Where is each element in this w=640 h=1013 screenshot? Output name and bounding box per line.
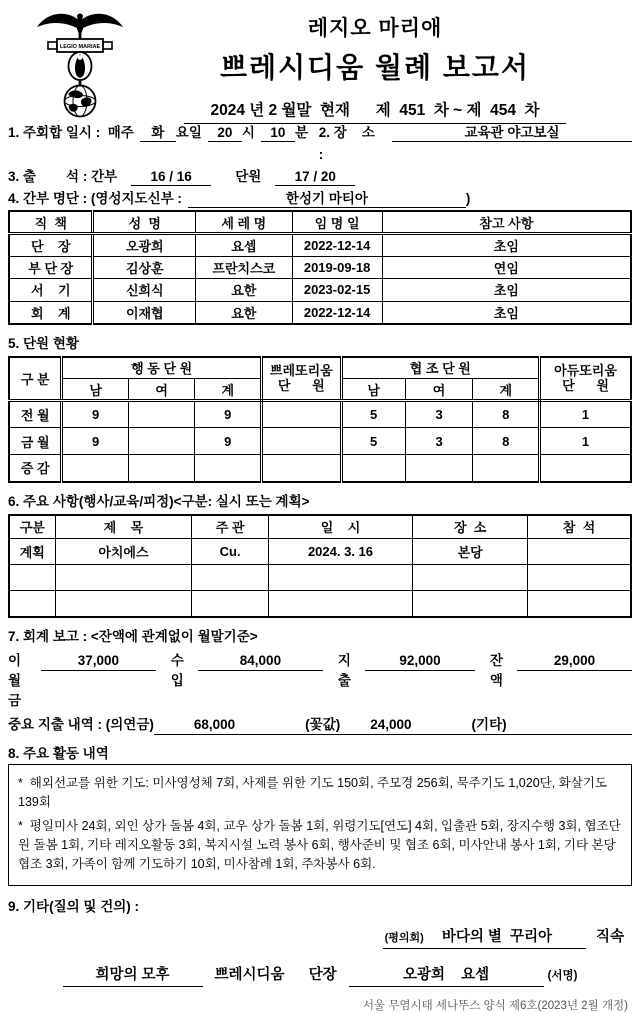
table-row	[9, 455, 631, 482]
table-row	[9, 591, 631, 617]
table-row	[9, 565, 631, 591]
cell	[62, 455, 129, 482]
col-header: 구 분	[9, 357, 62, 401]
banner-text: LEGIO MARIAE	[59, 44, 101, 50]
expense-details	[8, 713, 632, 735]
cell	[268, 565, 412, 591]
curia-line	[8, 925, 632, 949]
meeting-info	[8, 122, 632, 210]
table-row	[9, 428, 631, 455]
affiliation-label: 직속	[595, 928, 624, 945]
cell: 3	[405, 428, 473, 455]
sign-label: (서명)	[547, 969, 578, 982]
paren-close: )	[465, 191, 471, 206]
row-header: 증 감	[9, 455, 62, 482]
report-header	[8, 6, 632, 120]
cell: 9	[62, 401, 129, 428]
member-attendance-field: 17 / 20	[275, 168, 355, 186]
cell	[262, 455, 342, 482]
signature-block	[8, 925, 632, 987]
cell: 부 단 장	[9, 256, 93, 279]
col-header: 장 소	[413, 515, 528, 539]
cell	[9, 591, 55, 617]
cell: 1	[540, 428, 631, 455]
income-field: 84,000	[198, 652, 323, 671]
cell	[540, 455, 631, 482]
col-header: 세 레 명	[196, 211, 292, 234]
globe-icon	[65, 86, 96, 117]
medallion-icon	[69, 52, 92, 80]
form-number-note: 서울 무염시태 세나뚜스 양식 제6호(2023년 2월 개정)	[362, 999, 628, 1012]
cell: 단 장	[9, 234, 93, 257]
col-header: 계	[195, 379, 262, 401]
expense-details-label: 중요 지출 내역 : (의연금)	[8, 716, 154, 732]
cell	[9, 565, 55, 591]
praetorium-label: 쁘레또리움	[269, 363, 333, 379]
cell	[262, 401, 342, 428]
cell: 서 기	[9, 279, 93, 302]
col-header	[262, 357, 342, 401]
events-header-row	[9, 515, 631, 539]
presidium-signature-line	[8, 963, 632, 987]
section6-title: 6. 주요 사항(행사/교육/피정)<구분: 실시 또는 계획>	[8, 493, 310, 509]
cell	[128, 401, 195, 428]
table-row	[9, 301, 631, 324]
cell	[341, 455, 405, 482]
cell	[268, 591, 412, 617]
flower-amount: 24,000	[370, 716, 412, 732]
officer-table	[8, 210, 632, 325]
balance-label: 잔 액	[489, 652, 507, 688]
col-header: 구분	[9, 515, 55, 539]
cell: 1	[540, 401, 631, 428]
report-period-text: 2024 년 2 월말 현재 제 451 차 ~ 제 454 차	[184, 98, 565, 124]
col-header: 계	[473, 379, 540, 401]
cell: 연임	[382, 256, 631, 279]
cell	[192, 565, 269, 591]
minute-suffix: 분	[294, 125, 308, 140]
cell: 김상훈	[93, 256, 196, 279]
minute-field: 10	[261, 124, 295, 142]
cell: 아치에스	[55, 539, 192, 565]
expense-details-field	[154, 716, 632, 735]
cell: 2022-12-14	[292, 234, 382, 257]
cell	[192, 591, 269, 617]
cell	[473, 455, 540, 482]
member-header-row-1	[9, 357, 631, 379]
col-header: 제 목	[55, 515, 192, 539]
presidium-name-field: 희망의 모후	[63, 963, 203, 987]
presidium-label: 쁘레시디움	[214, 966, 285, 983]
cell: 요한	[196, 279, 292, 302]
place-label: 2. 장 소 :	[318, 125, 379, 162]
adjutorium-label-2: 단 원	[562, 378, 609, 394]
curia-field	[383, 925, 586, 949]
cell: 본당	[413, 539, 528, 565]
info-line-2	[8, 166, 632, 188]
page-title: 쁘레시디움 월례 보고서	[219, 52, 531, 83]
col-header: 여	[128, 379, 195, 401]
carryover-field: 37,000	[41, 652, 156, 671]
col-header: 여	[405, 379, 473, 401]
cell	[405, 455, 473, 482]
officer-list-label: 4. 간부 명단 : (영성지도신부 :	[8, 191, 182, 206]
meeting-time-label: 1. 주회합 일시 : 매주	[8, 125, 134, 140]
spiritual-director-field: 한성기 마티아	[188, 190, 466, 208]
col-header: 남	[341, 379, 405, 401]
member-attendance-label: 단원	[235, 169, 262, 184]
cell: 요셉	[196, 234, 292, 257]
member-status-table	[8, 356, 632, 483]
cell	[128, 455, 195, 482]
table-row	[9, 401, 631, 428]
cell	[413, 591, 528, 617]
cell: 초임	[382, 279, 631, 302]
info-line-1	[8, 122, 632, 166]
income-label: 수 입	[170, 652, 188, 688]
cell: 5	[341, 428, 405, 455]
col-header: 성 명	[93, 211, 196, 234]
weekday-suffix: 요일	[175, 125, 202, 140]
accounting-totals	[8, 649, 632, 709]
officer-attendance-field: 16 / 16	[131, 168, 211, 186]
role-label: 단장	[308, 966, 337, 983]
cell	[262, 428, 342, 455]
etc-label: (기타)	[471, 716, 507, 732]
activities-paragraph-2: * 평일미사 24회, 외인 상가 돌봄 4회, 교우 상가 돌봄 1회, 위령기도[연도] 4회, 입출관 5회, 장지수행 3회, 협조단원 돌봄 1회, 기타 레지오활동 3회, 복지시설 노력 봉사 6회, 행사준비 및 협조 6회, 미사안내 봉사 1회, 기타 본당 협조 3회, 가족이 함께 기도하기 10회, 미사참례 1회, 주차봉사 6회.	[18, 818, 621, 871]
section7-title: 7. 회계 보고 : <잔액에 관계없이 월말기준>	[8, 628, 258, 644]
adjutorium-label: 아듀또리움	[554, 363, 617, 379]
attendance-label: 3. 출 석 : 간부	[8, 169, 118, 184]
activities-paragraph-1: * 해외선교를 위한 기도: 미사영성체 7회, 사제를 위한 기도 150회, 주모경 256회, 묵주기도 1,020단, 화살기도 139회	[18, 775, 611, 809]
info-line-3	[8, 188, 632, 210]
banner-icon	[48, 39, 112, 52]
cell: 계획	[9, 539, 55, 565]
council-label: (평의회)	[384, 931, 424, 944]
section9-title: 9. 기타(질의 및 건의) :	[8, 898, 140, 914]
cell	[528, 539, 631, 565]
cell: 2022-12-14	[292, 301, 382, 324]
col-header: 참 석	[528, 515, 631, 539]
flower-label: (꽃값)	[305, 716, 341, 732]
section5-title: 5. 단원 현황	[8, 335, 79, 351]
balance-field: 29,000	[517, 652, 632, 671]
table-row	[9, 234, 631, 257]
cell	[528, 591, 631, 617]
section8-title: 8. 주요 활동 내역	[8, 745, 109, 761]
carryover-label: 이월금	[8, 652, 22, 708]
events-table	[8, 514, 632, 618]
cell	[413, 565, 528, 591]
hour-suffix: 시	[241, 125, 255, 140]
cell: 5	[341, 401, 405, 428]
cell: 2019-09-18	[292, 256, 382, 279]
cell	[55, 591, 192, 617]
hour-field: 20	[208, 124, 242, 142]
col-header: 남	[62, 379, 129, 401]
col-header: 직 책	[9, 211, 93, 234]
col-header	[540, 357, 631, 401]
cell: 신희식	[93, 279, 196, 302]
cell: 초임	[382, 301, 631, 324]
cell: 회 계	[9, 301, 93, 324]
expense-field: 92,000	[365, 652, 475, 671]
activities-box	[8, 764, 632, 886]
officer-header-row	[9, 211, 631, 234]
cell: 2024. 3. 16	[268, 539, 412, 565]
col-header: 주 관	[192, 515, 269, 539]
row-header: 전 월	[9, 401, 62, 428]
cell: 요한	[196, 301, 292, 324]
cell: Cu.	[192, 539, 269, 565]
col-header: 행 동 단 원	[62, 357, 262, 379]
cell: 8	[473, 428, 540, 455]
cell: 3	[405, 401, 473, 428]
curia-name: 바다의 별 꾸리아	[441, 928, 552, 945]
cell	[128, 428, 195, 455]
cell	[528, 565, 631, 591]
report-period	[118, 98, 632, 124]
cell: 2023-02-15	[292, 279, 382, 302]
cell: 프란치스코	[196, 256, 292, 279]
col-header: 협 조 단 원	[341, 357, 539, 379]
weekday-field: 화	[140, 124, 176, 142]
cell	[55, 565, 192, 591]
cell: 9	[195, 428, 262, 455]
praetorium-label-2: 단 원	[277, 378, 325, 394]
accounting-section	[8, 625, 632, 735]
cell: 9	[62, 428, 129, 455]
table-row	[9, 256, 631, 279]
cell: 9	[195, 401, 262, 428]
title-block	[118, 6, 632, 124]
expense-label: 지 출	[337, 652, 355, 688]
cell: 초임	[382, 234, 631, 257]
cell: 오광희	[93, 234, 196, 257]
legion-vexillum-logo	[34, 8, 126, 118]
donation-amount: 68,000	[193, 716, 236, 732]
col-header: 임 명 일	[292, 211, 382, 234]
table-row	[9, 279, 631, 302]
col-header: 참고 사항	[382, 211, 631, 234]
signer-field: 오광희 요셉	[349, 963, 544, 987]
cell	[195, 455, 262, 482]
cell: 이재협	[93, 301, 196, 324]
row-header: 금 월	[9, 428, 62, 455]
cell: 8	[473, 401, 540, 428]
org-title: 레지오 마리애	[307, 17, 443, 40]
place-field: 교육관 야고보실	[392, 124, 632, 142]
col-header: 일 시	[268, 515, 412, 539]
table-row	[9, 539, 631, 565]
